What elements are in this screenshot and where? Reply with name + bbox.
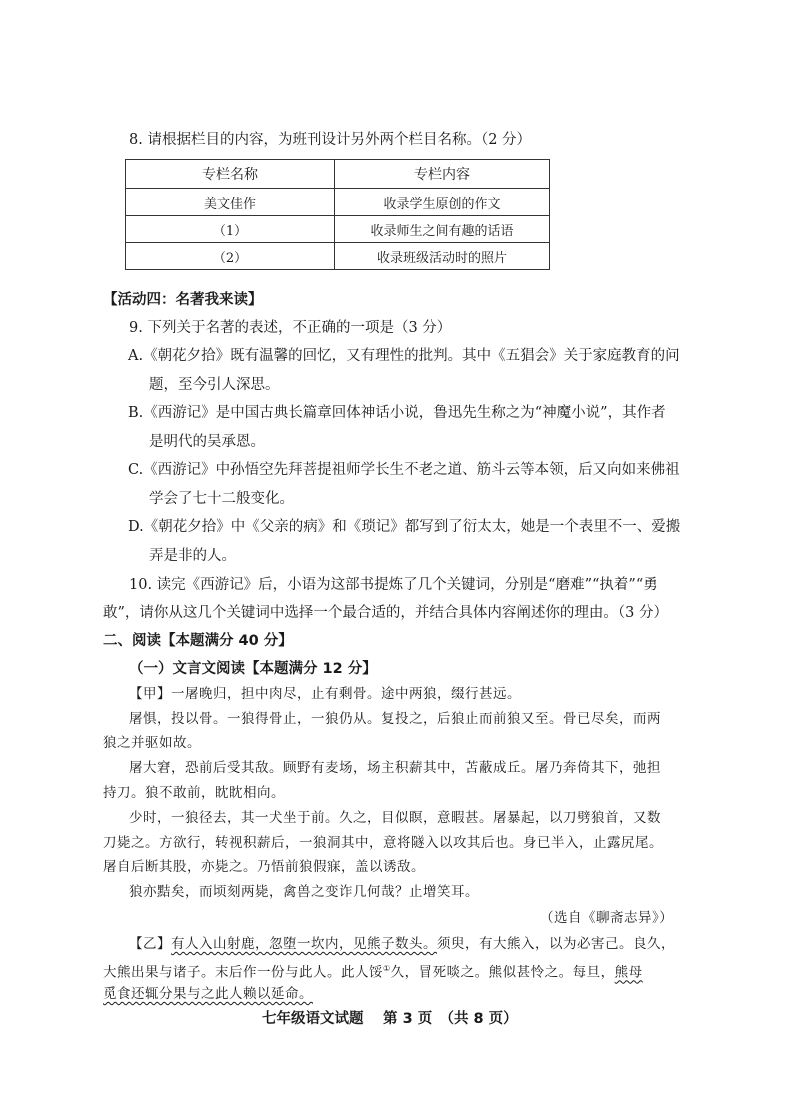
passage-jia-p4a: 少时，一狼径去，其一犬坐于前。久之，目似瞑，意暇甚。屠暴起，以刀劈狼首，又数	[129, 810, 661, 826]
table-cell: 收录学生原创的作文	[335, 189, 550, 216]
passage-jia-p2b: 狼之并驱如故。	[103, 735, 201, 751]
table-cell: 收录师生之间有趣的话语	[335, 216, 550, 243]
header-column-name: 专栏名称	[126, 160, 335, 189]
table-row	[126, 189, 550, 216]
question-10-line1: 10. 读完《西游记》后，小语为这部书提炼了几个关键词，分别是“磨难”“执着”“勇	[129, 577, 658, 593]
underlined-sentence-2-start: 熊母	[614, 964, 643, 981]
footnote-marker: ①	[383, 964, 391, 973]
page-footer: 七年级语文试题 第 3 页 （共 8 页）	[262, 1011, 518, 1027]
passage-yi-label: 【乙】	[129, 936, 171, 952]
table-row	[126, 243, 550, 270]
table-header-row	[126, 160, 550, 189]
option-a-line2: 题，至今引人深思。	[149, 377, 280, 393]
underlined-sentence-1: 有人入山射鹿，忽堕一坎内，见熊子数头。	[171, 936, 437, 952]
passage-yi-line3	[103, 984, 313, 1004]
passage-jia-p4b: 刀毙之。方欲行，转视积薪后，一狼洞其中，意将隧入以攻其后也。身已半入，止露尻尾。	[103, 835, 663, 851]
header-column-content: 专栏内容	[335, 160, 550, 189]
table-cell: 美文佳作	[126, 189, 335, 216]
table-cell: （1）	[126, 216, 335, 243]
question-8: 8. 请根据栏目的内容，为班刊设计另外两个栏目名称。（2 分）	[129, 132, 532, 148]
passage-jia-p5: 狼亦黠矣，而顷刻两毙，禽兽之变诈几何哉？止增笑耳。	[129, 884, 479, 900]
passage-jia-p1: 【甲】一屠晚归，担中肉尽，止有剩骨。途中两狼，缀行甚远。	[129, 686, 521, 702]
option-c-line1: C.《西游记》中孙悟空先拜菩提祖师学长生不老之道、筋斗云等本领，后又向如来佛祖	[128, 462, 680, 478]
passage-yi-line1-rest: 须臾，有大熊入，以为必害己。良久，	[437, 936, 675, 952]
option-a-line1: A.《朝花夕拾》既有温馨的回忆，又有理性的批判。其中《五猖会》关于家庭教育的问	[128, 348, 680, 364]
option-b-line1: B.《西游记》是中国古典长篇章回体神话小说，鲁迅先生称之为“神魔小说”，其作者	[128, 405, 666, 421]
passage-jia-p3a: 屠大窘，恐前后受其敌。顾野有麦场，场主积薪其中，苫蔽成丘。屠乃奔倚其下，弛担	[129, 760, 661, 776]
table-cell: （2）	[126, 243, 335, 270]
passage-jia-p4c: 屠自后断其股，亦毙之。乃悟前狼假寐，盖以诱敌。	[103, 859, 425, 875]
option-d-line1: D.《朝花夕拾》中《父亲的病》和《琐记》都写到了衍太太，她是一个表里不一、爱搬	[128, 519, 681, 535]
table-cell: 收录班级活动时的照片	[335, 243, 550, 270]
underlined-sentence-2-end: 觅食还辄分果与之此人赖以延命。	[103, 986, 313, 1002]
table-row	[126, 216, 550, 243]
passage-yi-line2a: 大熊出果与诸子。末后作一份与此人。此人馁	[103, 964, 383, 981]
question-9-stem: 9. 下列关于名著的表述，不正确的一项是（3 分）	[129, 320, 452, 336]
passage-jia-p3b: 持刀。狼不敢前，眈眈相向。	[103, 785, 285, 801]
activity-4-heading: 【活动四：名著我来读】	[103, 292, 263, 308]
section-2-heading: 二、阅读【本题满分 40 分】	[103, 633, 293, 649]
column-table	[125, 159, 550, 270]
option-b-line2: 是明代的吴承恩。	[149, 434, 265, 450]
option-d-line2: 弄是非的人。	[149, 548, 236, 564]
passage-source: （选自《聊斋志异》）	[540, 910, 674, 926]
question-10-line2: 敢”，请你从这几个关键词中选择一个最合适的，并结合具体内容阐述你的理由。（3 分）	[103, 605, 668, 621]
passage-yi-line2b: 久，冒死啖之。熊似甚怜之。每旦，	[390, 964, 615, 981]
subsection-1-heading: （一）文言文阅读【本题满分 12 分】	[129, 661, 377, 677]
option-c-line2: 学会了七十二般变化。	[149, 491, 294, 507]
passage-yi-line2	[103, 959, 643, 983]
passage-jia-p2a: 屠惧，投以骨。一狼得骨止，一狼仍从。复投之，后狼止而前狼又至。骨已尽矣，而两	[129, 711, 661, 727]
passage-yi-line1	[129, 934, 675, 954]
